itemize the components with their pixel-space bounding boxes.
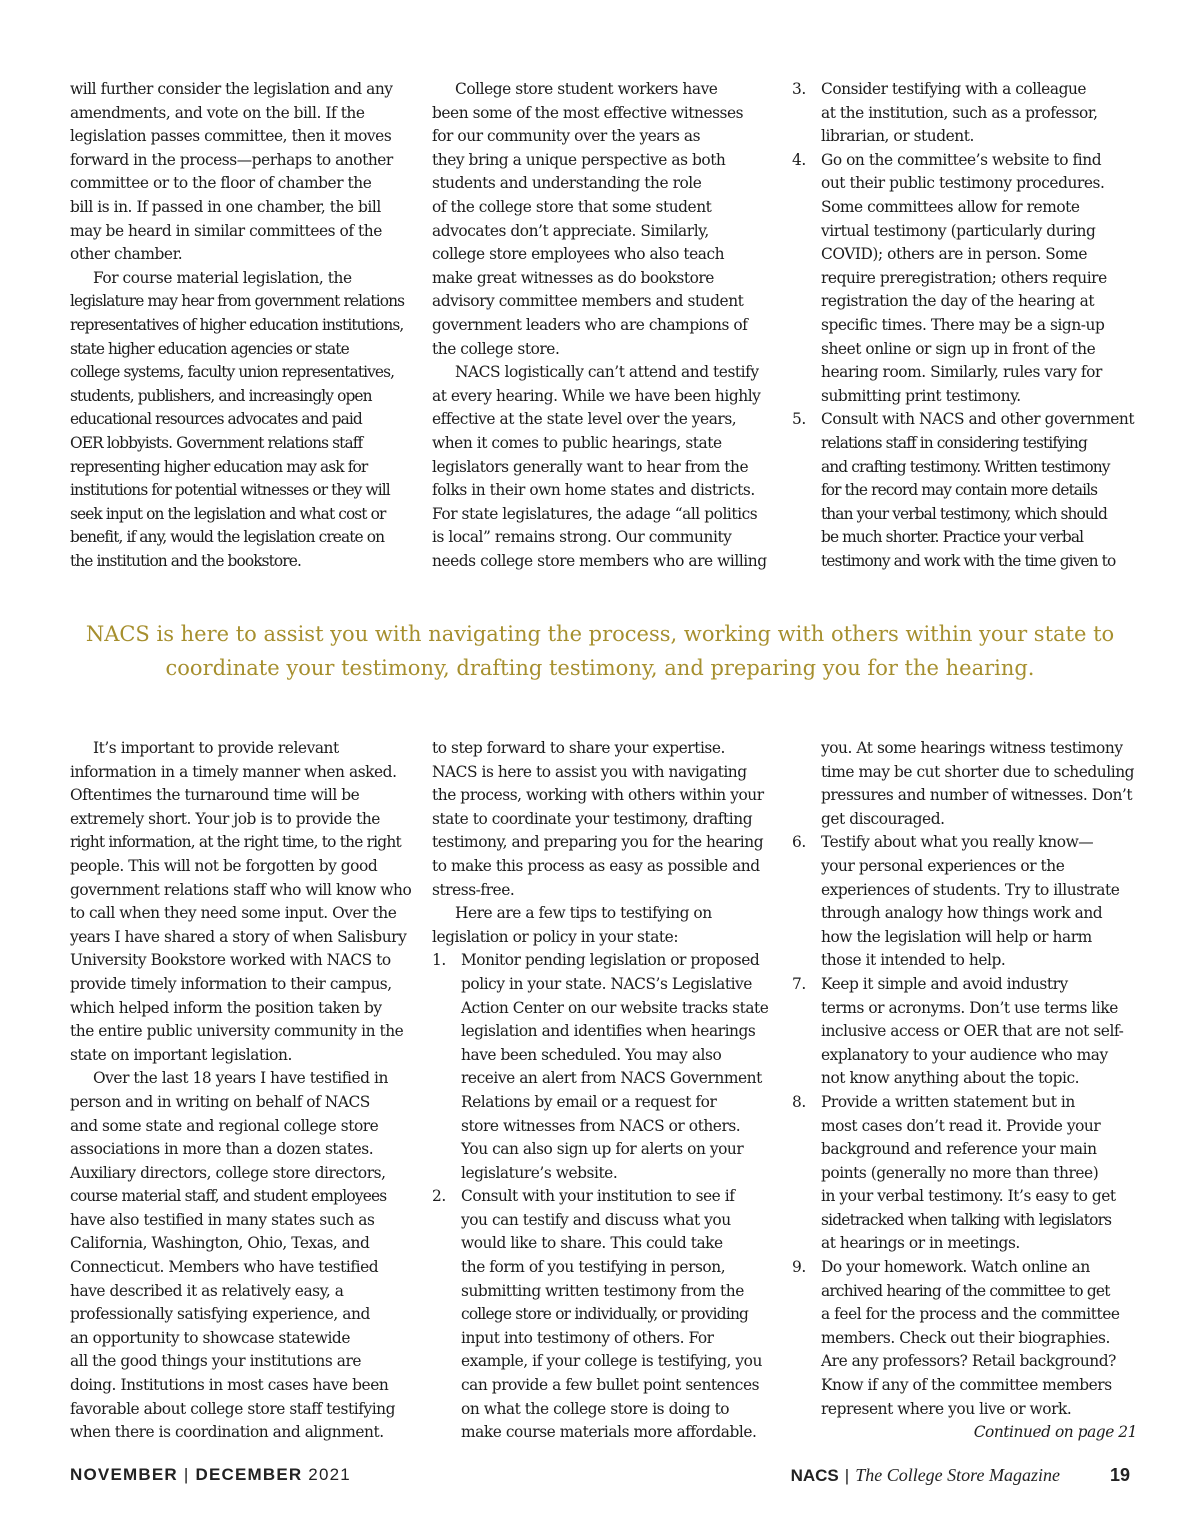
list-item-continuation [792,737,1137,831]
text-line: at hearings or in meetings. [821,1234,1020,1253]
text-line: Oftentimes the turnaround time will be [70,786,360,805]
text-line: sidetracked when talking with legislators [821,1210,1112,1229]
text-line: amendments, and vote on the bill. If the [70,103,365,122]
text-line: have described it as relatively easy, a [70,1281,344,1300]
list-item [792,149,1137,409]
text-line: legislature’s website. [461,1163,618,1182]
text-line: favorable about college store staff testifying [70,1399,396,1418]
text-line: will further consider the legislation and any [70,80,393,98]
issue-date [70,1465,351,1485]
text-line: University Bookstore worked with NACS to [70,951,391,970]
list-number: 6. [792,833,806,852]
list-number: 2. [432,1187,446,1206]
top-column-2 [432,78,772,573]
text-line: when it comes to public hearings, state [432,433,722,452]
text-line: needs college store members who are willing [432,551,767,570]
text-line: to call when they need some input. Over the [70,904,397,923]
text-line: right information, at the right time, to the right [70,833,401,852]
text-line: years I have shared a story of when Salisbury [70,927,407,946]
text-line: terms or acronyms. Don’t use terms like [821,998,1118,1017]
page-number: 19 [1109,1465,1130,1485]
text-line: provide timely information to their campus, [70,974,392,993]
text-line: the college store. [432,339,560,358]
text-line: archived hearing of the committee to get [821,1281,1110,1300]
text-line: It’s important to provide relevant [93,739,339,757]
list-item [792,973,1137,1091]
text-line: people. This will not be forgotten by good [70,856,378,875]
text-line: relations staff in considering testifying [821,433,1087,452]
list-item [792,408,1137,573]
bottom-column-2 [432,737,772,1445]
text-line: testimony, and preparing you for the hearing [432,833,764,852]
text-line: You can also sign up for alerts on your [461,1140,744,1159]
text-line: course material staff, and student employees [70,1187,387,1206]
text-line: For state legislatures, the adage “all politics [432,504,758,523]
text-line: the form of you testifying in person, [461,1258,726,1277]
text-line: be much shorter. Practice your verbal [821,528,1084,547]
text-line: forward in the process—perhaps to another [70,150,393,169]
list-item [432,1185,772,1445]
text-line: state on important legislation. [70,1045,292,1064]
text-line: college store or individually, or providing [461,1305,749,1324]
text-line: through analogy how things work and [821,904,1103,923]
list-number: 8. [792,1092,806,1111]
text-line: state higher education agencies or state [70,339,349,358]
text-line: representing higher education may ask for [70,457,368,476]
text-line: the institution and the bookstore. [70,551,301,570]
text-line: not know anything about the topic. [821,1069,1080,1088]
top-column-1 [70,78,408,573]
text-line: associations in more than a dozen states. [70,1140,374,1159]
text-line: receive an alert from NACS Government [461,1069,762,1088]
text-line: college store employees who also teach [432,245,725,264]
text-line: of the college store that some student [432,197,712,216]
text-line: store witnesses from NACS or others. [461,1116,741,1135]
text-line: Provide a written statement but in [821,1092,1075,1111]
text-line: at every hearing. While we have been highly [432,386,761,405]
text-line: virtual testimony (particularly during [821,221,1096,240]
list-item [792,78,1137,149]
list-number: 7. [792,974,806,993]
text-line: legislature may hear from government relations [70,292,405,311]
text-line: experiences of students. Try to illustrate [821,880,1120,899]
text-line: Monitor pending legislation or proposed [461,951,760,970]
list-number: 1. [432,951,446,970]
text-line: testimony and work with the time given to [821,551,1116,570]
text-line: in your verbal testimony. It’s easy to get [821,1187,1116,1206]
text-line: Action Center on our website tracks state [461,998,769,1017]
text-line: an opportunity to showcase statewide [70,1328,350,1347]
text-line: Some committees allow for remote [821,197,1080,216]
magazine-title: The College Store Magazine [855,1465,1060,1485]
text-line: a feel for the process and the committee [821,1305,1120,1324]
text-line: benefit, if any, would the legislation create on [70,528,385,547]
text-line: College store student workers have [455,80,718,98]
text-line: representatives of higher education institutions, [70,315,404,334]
text-line: legislation and identifies when hearings [461,1022,756,1041]
text-line: Keep it simple and avoid industry [821,974,1068,993]
list-item [792,1091,1137,1256]
text-line: legislation or policy in your state: [432,927,679,946]
text-line: Consult with your institution to see if [461,1187,735,1206]
continued-note: Continued on page 21 [973,1423,1137,1442]
text-line: to make this process as easy as possible and [432,856,760,875]
text-line: other chamber. [70,245,183,264]
text-line: For course material legislation, the [93,268,352,287]
text-line: Here are a few tips to testifying on [455,904,712,923]
text-line: points (generally no more than three) [821,1163,1099,1182]
text-line: effective at the state level over the years, [432,410,737,429]
text-line: folks in their own home states and districts. [432,481,755,500]
text-line: doing. Institutions in most cases have been [70,1376,389,1395]
text-line: time may be cut shorter due to scheduling [821,762,1135,781]
text-line: professionally satisfying experience, and [70,1305,370,1324]
text-line: hearing room. Similarly, rules vary for [821,363,1102,382]
text-line: require preregistration; others require [821,268,1107,287]
pull-quote [40,617,1160,685]
text-line: NACS is here to assist you with navigating [432,762,747,781]
text-line: those it intended to help. [821,951,1006,970]
text-line: represent where you live or work. [821,1399,1072,1418]
text-line: at the institution, such as a professor, [821,103,1098,122]
text-line: information in a timely manner when asked. [70,762,397,781]
tips-list-end [792,737,1137,1421]
text-line: specific times. There may be a sign-up [821,315,1105,334]
text-line: seek input on the legislation and what cost or [70,504,386,523]
magazine-brand [791,1465,1060,1486]
text-line: government leaders who are champions of [432,315,748,334]
bottom-column-3 [792,737,1137,1445]
text-line: for the record may contain more details [821,481,1098,500]
text-line: committee or to the floor of chamber the [70,174,372,193]
text-line: institutions for potential witnesses or they will [70,481,390,500]
text-line: all the good things your institutions are [70,1352,362,1371]
text-line: can provide a few bullet point sentences [461,1376,760,1395]
bottom-column-1 [70,737,412,1445]
text-line: pressures and number of witnesses. Don’t [821,786,1133,805]
top-column-3 [792,78,1137,573]
list-item [792,1256,1137,1421]
text-line: Testify about what you really know— [821,833,1094,852]
text-line: Go on the committee’s website to find [821,150,1102,169]
text-line: members. Check out their biographies. [821,1328,1110,1347]
text-line: bill is in. If passed in one chamber, the bill [70,197,381,216]
text-line: extremely short. Your job is to provide the [70,809,380,828]
text-line: advisory committee members and student [432,292,744,311]
footer-separator: | [183,1465,190,1484]
text-line: sheet online or sign up in front of the [821,339,1096,358]
text-line: may be heard in similar committees of the [70,221,382,240]
text-line: California, Washington, Ohio, Texas, and [70,1234,370,1253]
text-line: been some of the most effective witnesses [432,103,744,122]
text-line: explanatory to your audience who may [821,1045,1108,1064]
issue-month-2: DECEMBER [195,1465,303,1484]
brand-separator: | [844,1466,850,1485]
text-line: Connecticut. Members who have testified [70,1258,379,1277]
text-line: than your verbal testimony, which should [821,504,1107,523]
text-line: when there is coordination and alignment. [70,1423,384,1442]
text-line: have been scheduled. You may also [461,1045,722,1064]
text-line: the process, working with others within your [432,786,764,805]
text-line: you can testify and discuss what you [461,1210,731,1229]
text-line: have also testified in many states such as [70,1210,375,1229]
list-item [432,949,772,1185]
text-line: make course materials more affordable. [461,1423,757,1442]
text-line: the entire public university community in the [70,1022,404,1041]
tips-list-top [792,78,1137,573]
text-line: state to coordinate your testimony, drafting [432,809,753,828]
text-line: for our community over the years as [432,127,701,146]
text-line: Do your homework. Watch online an [821,1258,1090,1277]
text-line: Auxiliary directors, college store directors, [70,1163,386,1182]
text-line: Are any professors? Retail background? [821,1352,1116,1371]
text-line: students, publishers, and increasingly open [70,386,372,405]
text-line: make great witnesses as do bookstore [432,268,714,287]
text-line: you. At some hearings witness testimony [821,739,1123,757]
issue-month-1: NOVEMBER [70,1465,178,1484]
text-line: legislators generally want to hear from the [432,457,749,476]
text-line: Consult with NACS and other government [821,410,1135,429]
tips-list-start [432,949,772,1444]
text-line: policy in your state. NACS’s Legislative [461,974,752,993]
list-number: 3. [792,80,806,98]
text-line: would like to share. This could take [461,1234,723,1253]
text-line: Relations by email or a request for [461,1092,717,1111]
text-line: Consider testifying with a colleague [821,80,1087,98]
text-line: submitting written testimony from the [461,1281,744,1300]
text-line: college systems, faculty union representatives, [70,363,395,382]
text-line: students and understanding the role [432,174,702,193]
text-line: inclusive access or OER that are not self- [821,1022,1124,1041]
issue-year: 2021 [308,1465,351,1484]
text-line: librarian, or student. [821,127,974,146]
list-number: 9. [792,1258,806,1277]
text-line: background and reference your main [821,1140,1097,1159]
text-line: legislation passes committee, then it moves [70,127,392,146]
text-line: and some state and regional college store [70,1116,379,1135]
text-line: is local” remains strong. Our community [432,528,732,547]
text-line: they bring a unique perspective as both [432,150,726,169]
text-line: Over the last 18 years I have testified in [93,1069,388,1088]
text-line: to step forward to share your expertise. [432,739,725,757]
text-line: educational resources advocates and paid [70,410,362,429]
text-line: government relations staff who will know who [70,880,412,899]
text-line: most cases don’t read it. Provide your [821,1116,1101,1135]
text-line: advocates don’t appreciate. Similarly, [432,221,709,240]
text-line: OER lobbyists. Government relations staff [70,433,363,452]
text-line: on what the college store is doing to [461,1399,730,1418]
page-footer [70,1465,1130,1495]
text-line: input into testimony of others. For [461,1328,714,1347]
brand-name: NACS [790,1466,839,1485]
list-number: 4. [792,150,806,169]
pull-quote-line: NACS is here to assist you with navigating the process, working with others within your state to [85,622,1115,646]
text-line: registration the day of the hearing at [821,292,1095,311]
list-item [792,831,1137,973]
text-line: out their public testimony procedures. [821,174,1105,193]
pull-quote-line: coordinate your testimony, drafting testimony, and preparing you for the hearing. [165,656,1035,680]
text-line: example, if your college is testifying, you [461,1352,762,1371]
text-line: person and in writing on behalf of NACS [70,1092,370,1111]
text-line: submitting print testimony. [821,386,1021,405]
text-line: your personal experiences or the [821,856,1065,875]
text-line: how the legislation will help or harm [821,927,1092,946]
text-line: which helped inform the position taken by [70,998,382,1017]
text-line: COVID); others are in person. Some [821,245,1088,264]
text-line: and crafting testimony. Written testimony [821,457,1110,476]
text-line: NACS logistically can’t attend and testify [455,363,759,382]
text-line: stress-free. [432,880,515,899]
text-line: get discouraged. [821,809,945,828]
text-line: Know if any of the committee members [821,1376,1112,1395]
list-number: 5. [792,410,806,429]
